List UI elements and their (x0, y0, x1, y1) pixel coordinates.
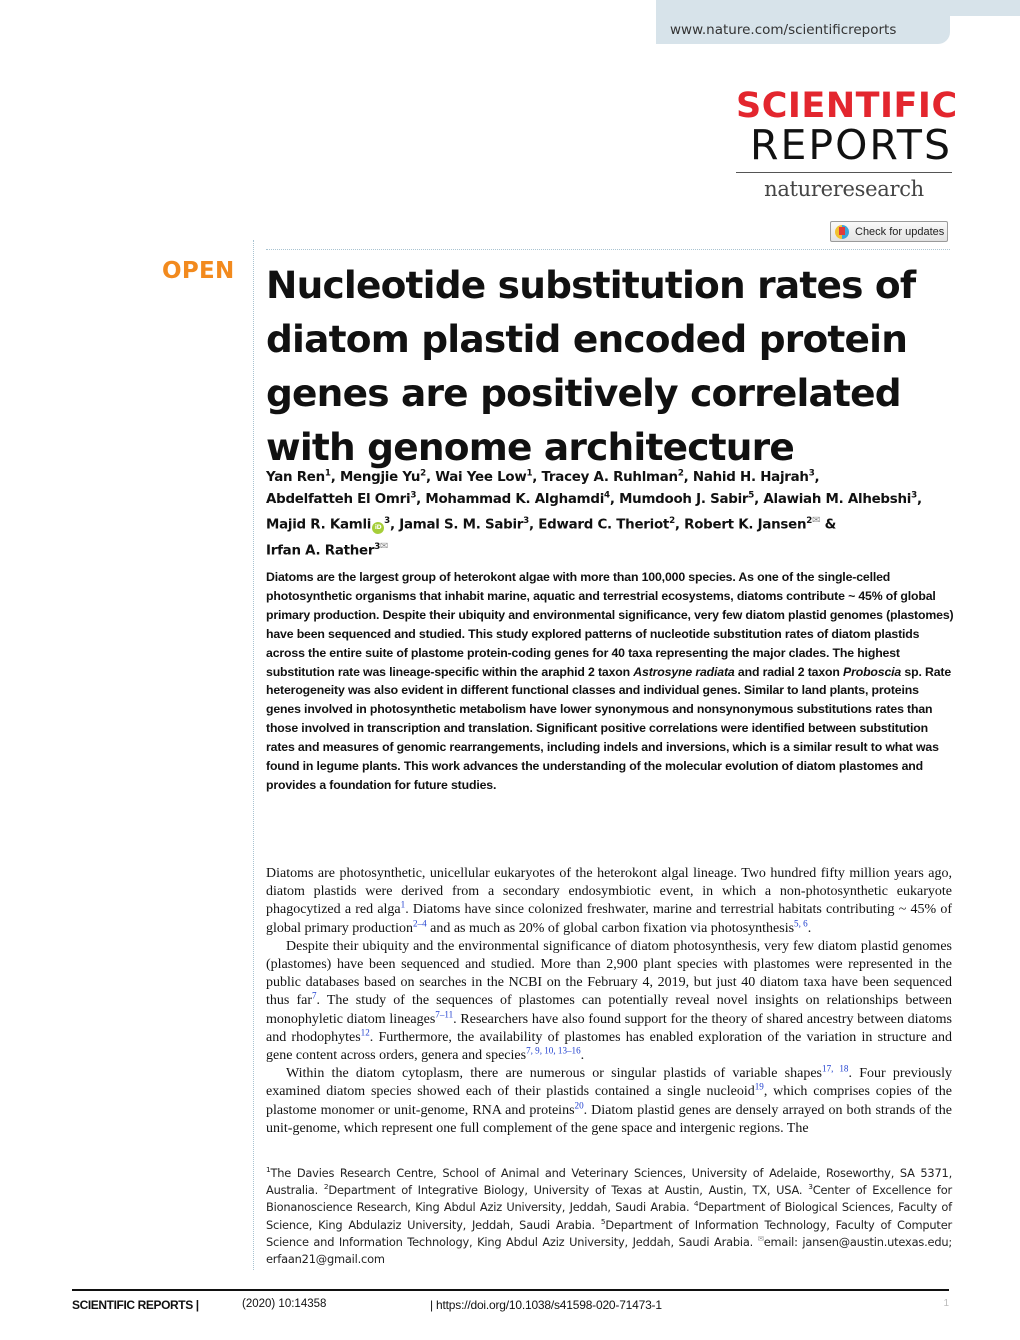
citation-link[interactable]: 5, 6 (794, 917, 808, 928)
p2-text: Despite their ubiquity and the environmental significance of diatom photosynthesis, very few diatom plastid genomes (plastomes) have been sequenced and studied. More than 2,900 plant species with plastomes were represented in the public databases based on searches in the NCBI on the February 4, 2019, but just 40 diatom taxa have been sequenced thus far (266, 938, 952, 1009)
citation-link[interactable]: 7 (311, 990, 317, 1001)
citation-link[interactable]: 19 (754, 1081, 764, 1092)
affiliation-number: 3 (808, 1182, 813, 1192)
paragraph-3 (266, 1065, 952, 1138)
abstract-text-1: Diatoms are the largest group of heterokont algae with more than 100,000 species. As one of the single-celled photosynthetic organisms that inhabit marine, aquatic and terrestrial ecosystems, diatoms contribute ~ 45% of global primary production. Despite their ubiquity and environmental significance, very few diatom plastid genomes (plastomes) have been sequenced and studied. This study explored patterns of nucleotide substitution rates of diatom plastids across the entire suite of plastome protein-coding genes for 40 taxa representing the major clades. The highest substitution rate was lineage-specific within the araphid 2 taxon (266, 570, 954, 679)
affiliation-marker: 3 (911, 490, 917, 501)
logo-publisher: natureresearch (764, 177, 924, 201)
p3-text: . Diatom plastid genes are densely arrayed on both strands of the unit-genome, which represent one full complement of the gene space and intergenic regions. The (266, 1102, 952, 1136)
paragraph-2 (266, 938, 952, 1065)
affiliation-marker: 2 (806, 516, 813, 526)
affiliation-marker: 2 (420, 468, 426, 479)
author-name[interactable]: Edward C. Theriot (538, 517, 670, 533)
p1-text: and as much as 20% of global carbon fixation via photosynthesis (426, 920, 795, 936)
affiliation-text: The Davies Research Centre, School of Animal and Veterinary Sciences, University of Adelaide, Roseworthy, SA 5371, Australia. (266, 1166, 952, 1198)
author-list: Yan Ren$^1$, Mengjie Yu$^2$, Wai Yee Low$^1$, Tracey A. Ruhlman$^2$, Nahid H. Hajrah$^3$, Abdelfatteh El Omri$^3$, Mohammad K. Alghamdi$^4$, Mumdooh J. Sabir$^5$, Alawiah M. Alhebshi$^3$, Majid R. Kamli $iD^3$, Jamal S. M. Sabir$^3$, Edward C. Theriot$^2$, Robert K. Jansen$^{2✉}$ & Irfan A. Rather$^{3✉}$ (266, 468, 922, 559)
crossmark-icon (835, 225, 849, 239)
p3-text: Within the diatom cytoplasm, there are numerous or singular plastids of variable shapes (286, 1066, 823, 1082)
affiliation-number: 5 (600, 1216, 606, 1226)
affiliation-marker: 3 (410, 490, 417, 501)
orcid-icon[interactable]: iD (372, 522, 384, 534)
author-name[interactable]: Irfan A. Rather (266, 543, 375, 559)
citation-link[interactable]: 12 (360, 1027, 370, 1038)
footer-journal: SCIENTIFIC REPORTS | (72, 1298, 199, 1312)
p2-text: . Furthermore, the availability of plastomes has enabled exploration of the variation in structure and gene content across orders, genera and species (266, 1029, 952, 1064)
citation-link[interactable]: 7, 9, 10, 13–16 (526, 1045, 581, 1056)
url-tab-top (656, 0, 1020, 16)
check-for-updates-button[interactable] (830, 221, 948, 242)
abstract-taxon-1: Astrosyne radiata (633, 664, 735, 679)
citation-link[interactable]: 20 (574, 1099, 584, 1110)
p1-text: . Diatoms have since colonized freshwater, marine and terrestrial habitats contributing ~ 45% of global primary production (266, 902, 952, 936)
affiliation-marker: 3 (523, 516, 529, 526)
p1-text: Diatoms are photosynthetic, unicellular eukaryotes of the heterokont algal lineage. Two hundred fifty million years ago, diatom plastids were derived from a secondary endosymbiotic event, in which a non-photosynthetic eukaryote phagocytized a red alga (266, 866, 952, 918)
affiliation-text: Department of Integrative Biology, University of Texas at Austin, Austin, TX, USA. (328, 1183, 809, 1198)
author-name[interactable]: Yan Ren (266, 470, 325, 485)
logo-divider (736, 172, 952, 173)
footer-doi-link[interactable]: | https://doi.org/10.1038/s41598-020-71473-1 (430, 1298, 662, 1312)
footer-divider (72, 1289, 949, 1291)
affiliation-text: Department of Information Technology, Faculty of Computer Science and Information Technology, King Abdul Aziz University, Jeddah, Saudi Arabia. (266, 1217, 952, 1249)
page-footer (72, 1298, 949, 1316)
affiliations (266, 1165, 952, 1268)
author-name[interactable]: Tracey A. Ruhlman (541, 470, 678, 485)
author-name[interactable]: Mohammad K. Alghamdi (425, 491, 605, 507)
p2-text: . Researchers have also found support for the theory of shared ancestry between diatoms and rhodophytes (266, 1011, 952, 1045)
affiliation-text: Department of Biological Sciences, Faculty of Science, King Abdulaziz University, Jeddah, Saudi Arabia. (266, 1200, 952, 1232)
abstract-taxon-2: Proboscia (843, 664, 902, 679)
paragraph-1 (266, 865, 952, 938)
author-name[interactable]: Mumdooh J. Sabir (619, 491, 749, 507)
p3-text: . Four previously examined diatom species showed each of their plastids contained a single nucleoid (266, 1066, 952, 1100)
author-name[interactable]: Majid R. Kamli (266, 517, 372, 533)
author-name[interactable]: Wai Yee Low (435, 470, 527, 485)
open-access-badge: OPEN (162, 258, 235, 284)
journal-logo (736, 86, 958, 201)
author-name[interactable]: Nahid H. Hajrah (692, 470, 809, 485)
affiliation-marker: 3 (384, 516, 390, 526)
main-text (266, 865, 952, 1138)
author-name[interactable]: Alawiah M. Alhebshi (763, 491, 912, 507)
citation-link[interactable]: 2–4 (412, 917, 427, 928)
p3-text: , which comprises copies of the plastome monomer or unit-genome, RNA and proteins (266, 1084, 952, 1118)
check-for-updates-label: Check for updates (855, 225, 945, 238)
p2-text: . The study of the sequences of plastomes can potentially reveal novel insights on relationships between monophyletic diatom lineages (266, 993, 952, 1027)
affiliation-number: 1 (266, 1165, 271, 1175)
logo-scientific: SCIENTIFIC (736, 86, 958, 126)
affiliation-marker: 3 (374, 541, 381, 552)
abstract-text-3: sp. Rate heterogeneity was also evident in different functional classes and individual genes. Similar to land plants, proteins genes involved in photosynthetic metabolism have lower synonymous and nonsynonymous substitutions rates than those involved in transcription and translation. Significant positive correlations were identified between substitution rates and measures of genomic rearrangements, including indels and inversions, which is a similar result to what was found in legume plants. This work advances the understanding of the molecular evolution of diatom plastomes and provides a foundation for future studies. (266, 664, 952, 792)
envelope-icon: ✉ (757, 1234, 764, 1244)
affiliation-number: 2 (323, 1182, 329, 1192)
p2-text: . (580, 1048, 585, 1064)
affiliation-marker: 5 (748, 490, 755, 501)
affiliation-number: 4 (693, 1199, 699, 1209)
logo-reports: REPORTS (750, 121, 952, 169)
envelope-icon[interactable]: ✉ (812, 515, 821, 526)
page-number: 1 (943, 1298, 949, 1309)
affiliation-marker: 4 (604, 490, 610, 501)
left-dotted-divider (253, 240, 254, 1270)
article-title: Nucleotide substitution rates of diatom plastid encoded protein genes are positively correlated with genome architecture (266, 263, 916, 469)
affiliation-marker: 3 (808, 468, 815, 479)
citation-link[interactable]: 17, 18 (822, 1063, 849, 1074)
footer-citation: (2020) 10:14358 (242, 1298, 327, 1310)
affiliation-marker: 1 (526, 468, 533, 479)
journal-url[interactable]: www.nature.com/scientificreports (656, 16, 950, 44)
author-name[interactable]: Mengjie Yu (339, 470, 421, 485)
abstract-text-2: and radial 2 taxon (734, 664, 844, 679)
contact-email[interactable]: email: jansen@austin.utexas.edu; erfaan21@gmail.com (266, 1234, 953, 1267)
author-name[interactable]: Abdelfatteh El Omri (266, 491, 411, 507)
author-name[interactable]: Robert K. Jansen (684, 517, 807, 533)
envelope-icon[interactable]: ✉ (380, 540, 389, 552)
p1-text: . (807, 920, 812, 936)
author-name[interactable]: Jamal S. M. Sabir (399, 517, 524, 533)
citation-link[interactable]: 1 (400, 899, 406, 910)
affiliation-marker: 2 (669, 516, 675, 526)
affiliation-text: Center of Excellence for Bionanoscience Research, King Abdul Aziz University, Jeddah, Saudi Arabia. (266, 1183, 952, 1215)
citation-link[interactable]: 7–11 (435, 1008, 454, 1019)
affiliation-marker: 1 (324, 468, 331, 479)
abstract (266, 568, 956, 795)
header-dotted-divider (266, 249, 950, 250)
affiliation-marker: 2 (677, 468, 684, 479)
